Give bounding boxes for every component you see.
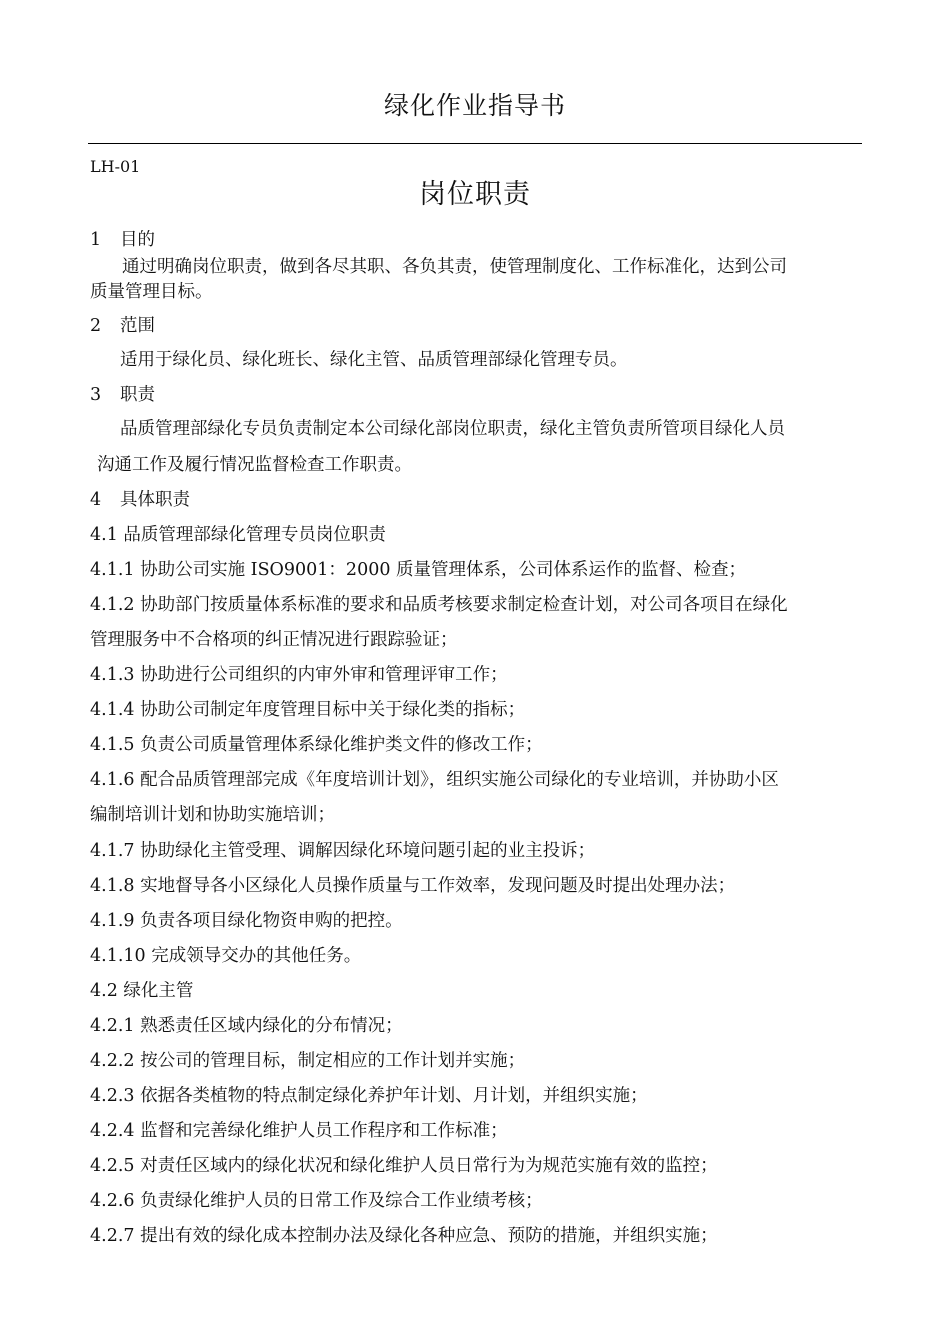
duty-item-continued: 管理服务中不合格项的纠正情况进行跟踪验证；: [90, 630, 458, 650]
paragraph-line: 通过明确岗位职责，做到各尽其职、各负其责，使管理制度化、工作标准化，达到公司: [122, 257, 787, 277]
heading-purpose: [90, 226, 155, 251]
duty-item: 4.2.6 负责绿化维护人员的日常工作及综合工作业绩考核；: [90, 1191, 543, 1211]
heading-scope: [90, 312, 155, 337]
heading-label: 职责: [120, 385, 155, 405]
paragraph-line: 沟通工作及履行情况监督检查工作职责。: [97, 455, 412, 475]
paragraph-line: 品质管理部绿化专员负责制定本公司绿化部岗位职责，绿化主管负责所管项目绿化人员: [120, 419, 785, 439]
duty-item: 4.1.4 协助公司制定年度管理目标中关于绿化类的指标；: [90, 700, 526, 720]
heading-label: 具体职责: [120, 490, 190, 510]
duty-item: 4.1.9 负责各项目绿化物资申购的把控。: [90, 911, 403, 931]
duty-item: 4.2.3 依据各类植物的特点制定绿化养护年计划、月计划，并组织实施；: [90, 1086, 648, 1106]
paragraph-line: 适用于绿化员、绿化班长、绿化主管、品质管理部绿化管理专员。: [120, 350, 628, 370]
duty-item: 4.2.1 熟悉责任区域内绿化的分布情况；: [90, 1016, 403, 1036]
heading-specific-duties: [90, 486, 190, 511]
duty-item: 4.1.3 协助进行公司组织的内审外审和管理评审工作；: [90, 665, 508, 685]
duty-item: 4.2.4 监督和完善绿化维护人员工作程序和工作标准；: [90, 1121, 508, 1141]
duty-item: 4.2.5 对责任区域内的绿化状况和绿化维护人员日常行为为规范实施有效的监控；: [90, 1156, 718, 1176]
section-title: 岗位职责: [419, 179, 531, 210]
heading-label: 目的: [120, 230, 155, 250]
heading-label: 范围: [120, 316, 155, 336]
duty-item: 4.1.10 完成领导交办的其他任务。: [90, 946, 362, 966]
heading-number: 1: [90, 230, 102, 250]
duty-item: 4.1.5 负责公司质量管理体系绿化维护类文件的修改工作；: [90, 735, 543, 755]
heading-number: 3: [90, 385, 102, 405]
duty-item: 4.1.1 协助公司实施 ISO9001：2000 质量管理体系，公司体系运作的监督、检查；: [90, 560, 747, 580]
subsection-title: 4.2 绿化主管: [90, 981, 194, 1001]
duty-item-continued: 编制培训计划和协助实施培训；: [90, 805, 335, 825]
document-title: 绿化作业指导书: [383, 91, 566, 120]
header-divider: [88, 143, 862, 144]
document-code: LH-01: [90, 157, 141, 176]
heading-number: 4: [90, 490, 102, 510]
duty-item: 4.2.2 按公司的管理目标，制定相应的工作计划并实施；: [90, 1051, 526, 1071]
duty-item: 4.1.7 协助绿化主管受理、调解因绿化环境问题引起的业主投诉；: [90, 841, 596, 861]
heading-number: 2: [90, 316, 102, 336]
subsection-title: 4.1 品质管理部绿化管理专员岗位职责: [90, 525, 386, 545]
duty-item: 4.1.2 协助部门按质量体系标准的要求和品质考核要求制定检查计划，对公司各项目在绿化: [90, 595, 788, 615]
paragraph-line: 质量管理目标。: [90, 282, 213, 302]
duty-item: 4.2.7 提出有效的绿化成本控制办法及绿化各种应急、预防的措施，并组织实施；: [90, 1226, 718, 1246]
heading-responsibility: [90, 381, 155, 406]
duty-item: 4.1.8 实地督导各小区绿化人员操作质量与工作效率，发现问题及时提出处理办法；: [90, 876, 736, 896]
duty-item: 4.1.6 配合品质管理部完成《年度培训计划》，组织实施公司绿化的专业培训，并协助小区: [90, 770, 779, 790]
